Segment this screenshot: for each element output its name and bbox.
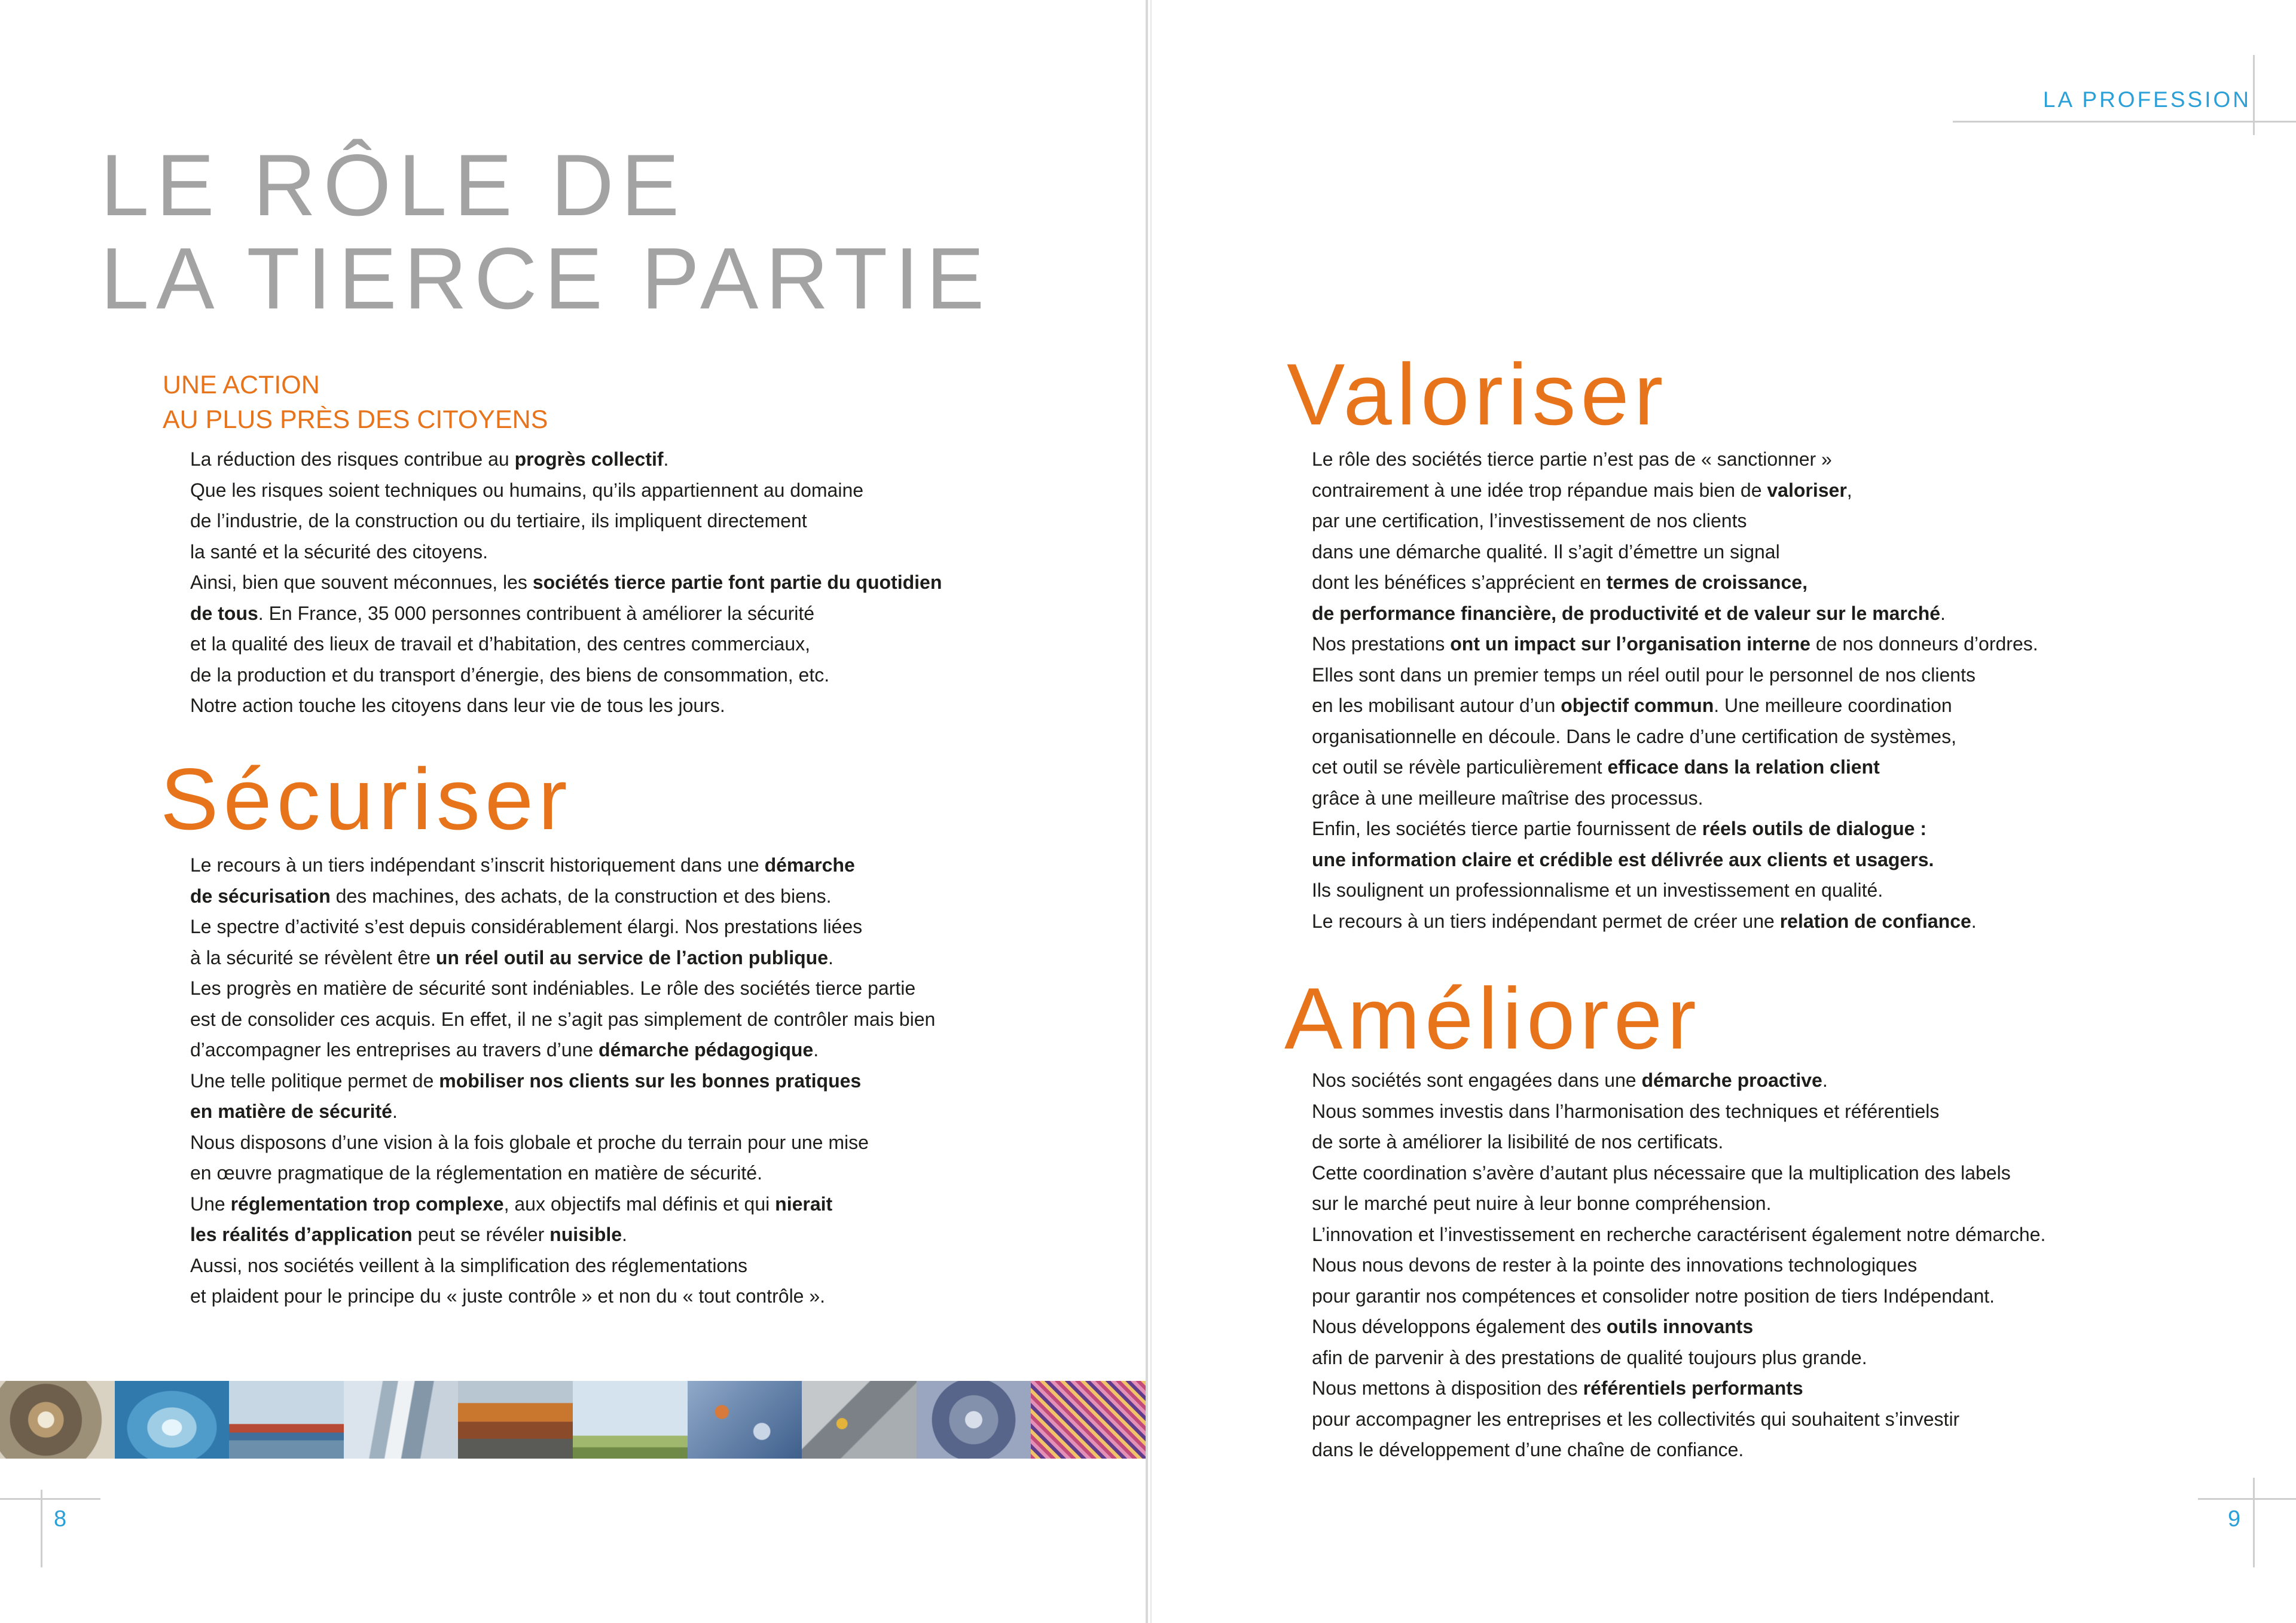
text-line <box>190 943 935 974</box>
subheading-line: UNE ACTION <box>163 371 320 399</box>
text-run: Nous disposons d’une vision à la fois globale et proche du terrain pour une mise <box>190 1131 869 1153</box>
text-run: cet outil se révèle particulièrement <box>1312 756 1608 778</box>
text-run: Le spectre d’activité s’est depuis considérablement élargi. Nos prestations liées <box>190 916 863 937</box>
text-line <box>190 973 935 1004</box>
text-line <box>190 567 942 598</box>
text-line <box>1312 690 2038 722</box>
ameliorer-paragraph <box>1312 1065 2045 1466</box>
page-title-line: LE RÔLE DE <box>100 136 687 234</box>
text-line <box>190 1096 935 1127</box>
control-panel-photo <box>802 1381 917 1459</box>
text-line <box>1312 1096 2045 1127</box>
page-title <box>100 136 992 327</box>
text-run: Nous nous devons de rester à la pointe des innovations technologiques <box>1312 1254 1918 1276</box>
frame-line <box>2253 55 2255 135</box>
text-line <box>1312 1065 2045 1096</box>
machinery-photo <box>917 1381 1031 1459</box>
text-run: . <box>813 1039 819 1060</box>
text-run: Aussi, nos sociétés veillent à la simplification des réglementations <box>190 1254 748 1276</box>
text-line <box>1312 752 2038 783</box>
cargo-containers-photo <box>458 1381 573 1459</box>
text-line <box>1312 1250 2045 1281</box>
text-run: et plaident pour le principe du « juste contrôle » et non du « tout contrôle ». <box>190 1285 826 1307</box>
page-number: 9 <box>2228 1506 2241 1532</box>
bold-text: termes de croissance, <box>1606 571 1808 593</box>
molecule-photo <box>688 1381 802 1459</box>
text-line <box>190 1251 935 1282</box>
text-line <box>1312 506 2038 537</box>
text-run: de nos donneurs d’ordres. <box>1810 633 2038 655</box>
frame-line <box>41 1490 42 1567</box>
text-run: Les progrès en matière de sécurité sont indéniables. Le rôle des sociétés tierce partie <box>190 977 916 999</box>
text-line <box>190 444 942 475</box>
text-line <box>190 1219 935 1251</box>
bold-text: une information claire et crédible est délivrée aux clients et usagers. <box>1312 848 1934 870</box>
bold-text: outils innovants <box>1606 1316 1754 1337</box>
text-run: Enfin, les sociétés tierce partie fournissent de <box>1312 818 1702 839</box>
text-line <box>1312 1158 2045 1189</box>
text-run: . <box>392 1101 398 1122</box>
frame-line <box>1953 121 2296 123</box>
securiser-paragraph <box>190 850 935 1312</box>
text-line <box>190 881 935 912</box>
text-run: Une telle politique permet de <box>190 1069 439 1092</box>
text-line <box>190 1189 935 1220</box>
bold-text: nierait <box>775 1193 833 1215</box>
text-run: sur le marché peut nuire à leur bonne compréhension. <box>1312 1193 1772 1214</box>
container-ship-photo <box>229 1381 344 1459</box>
text-run: pour garantir nos compétences et consolider notre position de tiers Indépendant. <box>1312 1285 1995 1307</box>
bold-text: mobiliser nos clients sur les bonnes pratiques <box>439 1069 862 1092</box>
bold-text: efficace dans la relation client <box>1607 756 1880 778</box>
text-run: La réduction des risques contribue au <box>190 448 515 470</box>
text-line <box>190 1158 935 1189</box>
text-line <box>1312 906 2038 937</box>
text-line <box>1312 1373 2045 1404</box>
text-line <box>1312 783 2038 814</box>
text-line <box>1312 1435 2045 1466</box>
bold-text: relation de confiance <box>1779 910 1971 932</box>
text-line <box>1312 475 2038 506</box>
intro-paragraph <box>190 444 942 722</box>
text-run: de l’industrie, de la construction ou du tertiaire, ils impliquent directement <box>190 510 807 531</box>
bold-text: réglementation trop complexe <box>230 1193 504 1215</box>
text-line <box>1312 598 2038 629</box>
text-run: Nos prestations <box>1312 633 1451 655</box>
bold-text: démarche <box>764 854 855 876</box>
text-run: Nous sommes investis dans l’harmonisation des techniques et référentiels <box>1312 1100 1940 1122</box>
text-run: d’accompagner les entreprises au travers d’une <box>190 1039 599 1060</box>
page-title-line: LA TIERCE PARTIE <box>100 230 992 327</box>
text-run: Elles sont dans un premier temps un réel outil pour le personnel de nos clients <box>1312 664 1976 686</box>
text-run: est de consolider ces acquis. En effet, il ne s’agit pas simplement de contrôler mais bien <box>190 1008 936 1030</box>
led-lights-photo <box>1031 1381 1146 1459</box>
text-line <box>190 475 942 506</box>
text-line <box>190 1035 935 1066</box>
ameliorer-heading: Améliorer <box>1284 970 1701 1067</box>
text-line <box>1312 875 2038 906</box>
text-line <box>1312 537 2038 568</box>
text-line <box>190 690 942 722</box>
text-line <box>1312 845 2038 876</box>
text-line <box>190 660 942 691</box>
text-run: de sorte à améliorer la lisibilité de nos certificats. <box>1312 1131 1724 1153</box>
securiser-heading: Sécuriser <box>160 750 572 848</box>
text-run: contrairement à une idée trop répandue mais bien de <box>1312 479 1767 501</box>
bold-text: de sécurisation <box>190 885 331 907</box>
wind-turbines-photo <box>573 1381 688 1459</box>
text-line <box>190 1127 935 1159</box>
bold-text: nuisible <box>549 1224 622 1245</box>
text-run: Le rôle des sociétés tierce partie n’est pas de « sanctionner » <box>1312 448 1832 470</box>
text-line <box>190 629 942 660</box>
section-subheading <box>163 368 548 437</box>
text-run: dans le développement d’une chaîne de confiance. <box>1312 1439 1744 1460</box>
bold-text: ont un impact sur l’organisation interne <box>1450 633 1810 655</box>
text-run: Ils soulignent un professionnalisme et un investissement en qualité. <box>1312 879 1883 901</box>
frame-line <box>2198 1498 2296 1500</box>
text-line <box>1312 1127 2045 1158</box>
page-number: 8 <box>54 1506 67 1532</box>
text-line <box>190 1281 935 1312</box>
text-line <box>190 1004 935 1035</box>
bold-text: réels outils de dialogue : <box>1702 818 1926 839</box>
text-line <box>190 850 935 881</box>
text-run: . <box>1940 602 1946 624</box>
text-run: Notre action touche les citoyens dans leur vie de tous les jours. <box>190 695 725 716</box>
text-run: . <box>1971 910 1977 932</box>
text-run: . Une meilleure coordination <box>1714 695 1952 716</box>
text-run: . <box>828 946 833 968</box>
text-run: en œuvre pragmatique de la réglementation en matière de sécurité. <box>190 1162 762 1184</box>
text-run: et la qualité des lieux de travail et d’habitation, des centres commerciaux, <box>190 633 810 655</box>
bold-text: démarche proactive <box>1641 1069 1822 1091</box>
text-run: Le recours à un tiers indépendant s’inscrit historiquement dans une <box>190 854 765 876</box>
text-run: Le recours à un tiers indépendant permet de créer une <box>1312 910 1780 932</box>
text-run: organisationnelle en découle. Dans le cadre d’une certification de systèmes, <box>1312 725 1956 747</box>
text-run: par une certification, l’investissement de nos clients <box>1312 510 1747 531</box>
text-line <box>1312 1312 2045 1343</box>
photo-strip <box>0 1381 1146 1459</box>
text-run: Que les risques soient techniques ou humains, qu’ils appartiennent au domaine <box>190 479 864 501</box>
text-line <box>190 1066 935 1097</box>
running-head: LA PROFESSION <box>2042 87 2251 112</box>
text-line <box>1312 1404 2045 1435</box>
text-line <box>190 506 942 537</box>
frame-line <box>2253 1478 2255 1567</box>
bold-text: de performance financière, de productivité et de valeur sur le marché <box>1312 602 1941 624</box>
bold-text: référentiels performants <box>1583 1377 1803 1399</box>
text-run: dans une démarche qualité. Il s’agit d’émettre un signal <box>1312 540 1780 563</box>
bold-text: sociétés tierce partie font partie du quotidien <box>532 571 942 593</box>
bold-text: démarche pédagogique <box>599 1039 814 1060</box>
text-run: dont les bénéfices s’apprécient en <box>1312 571 1607 593</box>
text-run: peut se révéler <box>412 1224 550 1245</box>
text-line <box>1312 722 2038 753</box>
text-run: . <box>663 448 669 470</box>
text-run: L’innovation et l’investissement en recherche caractérisent également notre démarche. <box>1312 1223 2046 1245</box>
text-run: Cette coordination s’avère d’autant plus nécessaire que la multiplication des labels <box>1312 1162 2011 1184</box>
bold-text: en matière de sécurité <box>190 1101 392 1122</box>
text-line <box>1312 567 2038 598</box>
text-run: de la production et du transport d’énergie, des biens de consommation, etc. <box>190 664 830 686</box>
text-line <box>190 537 942 568</box>
text-run: Une <box>190 1193 231 1215</box>
text-run: à la sécurité se révèlent être <box>190 946 436 968</box>
text-run: . <box>622 1224 627 1245</box>
text-line <box>1312 1219 2045 1251</box>
text-run: Nos sociétés sont engagées dans une <box>1312 1069 1642 1091</box>
text-run: Nous développons également des <box>1312 1316 1607 1337</box>
bold-text: les réalités d’application <box>190 1224 413 1245</box>
text-line <box>1312 1281 2045 1312</box>
bold-text: de tous <box>190 602 258 624</box>
text-run: grâce à une meilleure maîtrise des processus. <box>1312 787 1703 809</box>
text-line <box>190 598 942 629</box>
bold-text: objectif commun <box>1561 695 1714 716</box>
text-line <box>190 912 935 943</box>
text-line <box>1312 814 2038 845</box>
text-run: . <box>1822 1069 1828 1091</box>
valoriser-heading: Valoriser <box>1287 346 1668 443</box>
text-run: pour accompagner les entreprises et les collectivités qui souhaitent s’investir <box>1312 1408 1960 1430</box>
text-run: des machines, des achats, de la construction et des biens. <box>330 885 832 907</box>
bold-text: progrès collectif <box>514 448 664 470</box>
text-run: Ainsi, bien que souvent méconnues, les <box>190 571 533 593</box>
valoriser-paragraph <box>1312 444 2038 937</box>
building-photo <box>344 1381 459 1459</box>
water-photo <box>115 1381 230 1459</box>
text-run: en les mobilisant autour d’un <box>1312 695 1561 716</box>
bold-text: valoriser <box>1767 479 1847 501</box>
text-line <box>1312 1343 2045 1374</box>
text-run: Nous mettons à disposition des <box>1312 1377 1583 1399</box>
turbine-photo <box>0 1381 115 1459</box>
right-page <box>1150 0 2296 1623</box>
text-run: afin de parvenir à des prestations de qualité toujours plus grande. <box>1312 1346 1867 1368</box>
text-line <box>1312 629 2038 660</box>
text-line <box>1312 444 2038 475</box>
text-run: , <box>1846 479 1852 501</box>
subheading-line: AU PLUS PRÈS DES CITOYENS <box>163 405 548 434</box>
frame-line <box>0 1498 100 1500</box>
text-line <box>1312 660 2038 691</box>
text-line <box>1312 1188 2045 1219</box>
text-run: . En France, 35 000 personnes contribuent à améliorer la sécurité <box>258 602 815 624</box>
text-run: , aux objectifs mal définis et qui <box>503 1193 775 1215</box>
bold-text: un réel outil au service de l’action publique <box>435 946 829 968</box>
text-run: la santé et la sécurité des citoyens. <box>190 540 488 563</box>
